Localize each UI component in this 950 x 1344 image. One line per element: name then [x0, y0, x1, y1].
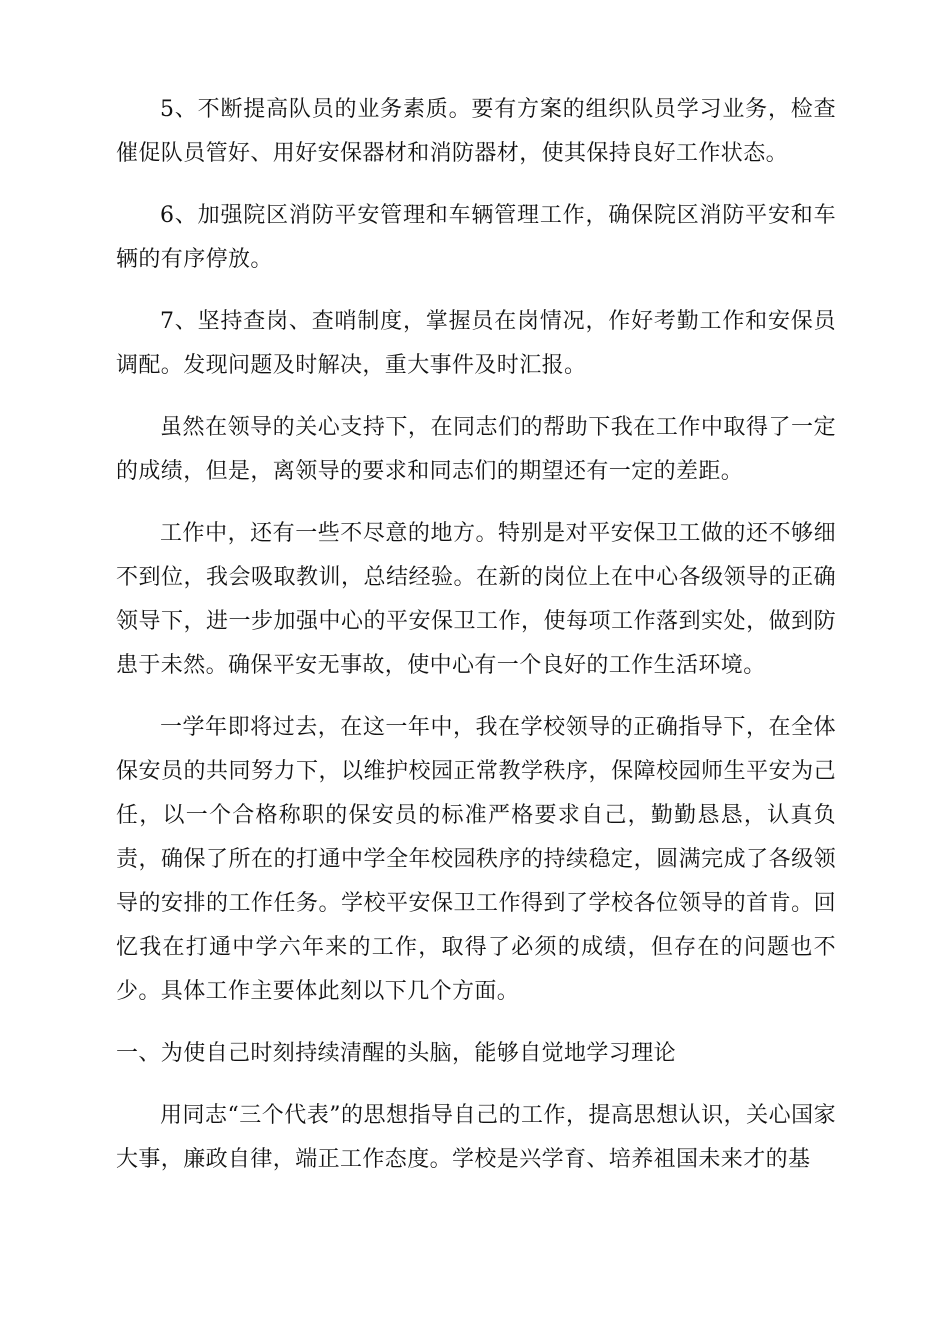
- document-body: [116, 88, 836, 1200]
- paragraph-year-summary: 一学年即将过去，在这一年中，我在学校领导的正确指导下，在全体保安员的共同努力下，以维护校园正常教学秩序，保障校园师生平安为己任，以一个合格称职的保安员的标准严格要求自己，勤勤恳恳，认真负责，确保了所在的打通中学全年校园秩序的持续稳定，圆满完成了各级领导的安排的工作任务。学校平安保卫工作得到了学校各位领导的首肯。回忆我在打通中学六年来的工作，取得了必须的成绩，但存在的问题也不少。具体工作主要体此刻以下几个方面。: [116, 715, 836, 1004]
- paragraph-item-6: 6、加强院区消防平安管理和车辆管理工作，确保院区消防平安和车辆的有序停放。: [116, 203, 836, 272]
- paragraph-improvement: 工作中，还有一些不尽意的地方。特别是对平安保卫工做的还不够细不到位，我会吸取教训，总结经验。在新的岗位上在中心各级领导的正确领导下，进一步加强中心的平安保卫工作，使每项工作落到实处，做到防患于未然。确保平安无事故，使中心有一个良好的工作生活环境。: [116, 521, 836, 678]
- paragraph-theory-study: 用同志“三个代表”的思想指导自己的工作，提高思想认识，关心国家大事，廉政自律，端正工作态度。学校是兴学育、培养祖国未来才的基: [116, 1103, 836, 1172]
- paragraph-item-5: 5、不断提高队员的业务素质。要有方案的组织队员学习业务，检查催促队员管好、用好安保器材和消防器材，使其保持良好工作状态。: [116, 97, 836, 166]
- paragraph-gap-statement: 虽然在领导的关心支持下，在同志们的帮助下我在工作中取得了一定的成绩，但是，离领导的要求和同志们的期望还有一定的差距。: [116, 415, 836, 484]
- paragraph-item-7: 7、坚持查岗、查哨制度，掌握员在岗情况，作好考勤工作和安保员调配。发现问题及时解决，重大事件及时汇报。: [116, 309, 836, 378]
- section-heading-one: 一、为使自己时刻持续清醒的头脑，能够自觉地学习理论: [116, 1041, 677, 1066]
